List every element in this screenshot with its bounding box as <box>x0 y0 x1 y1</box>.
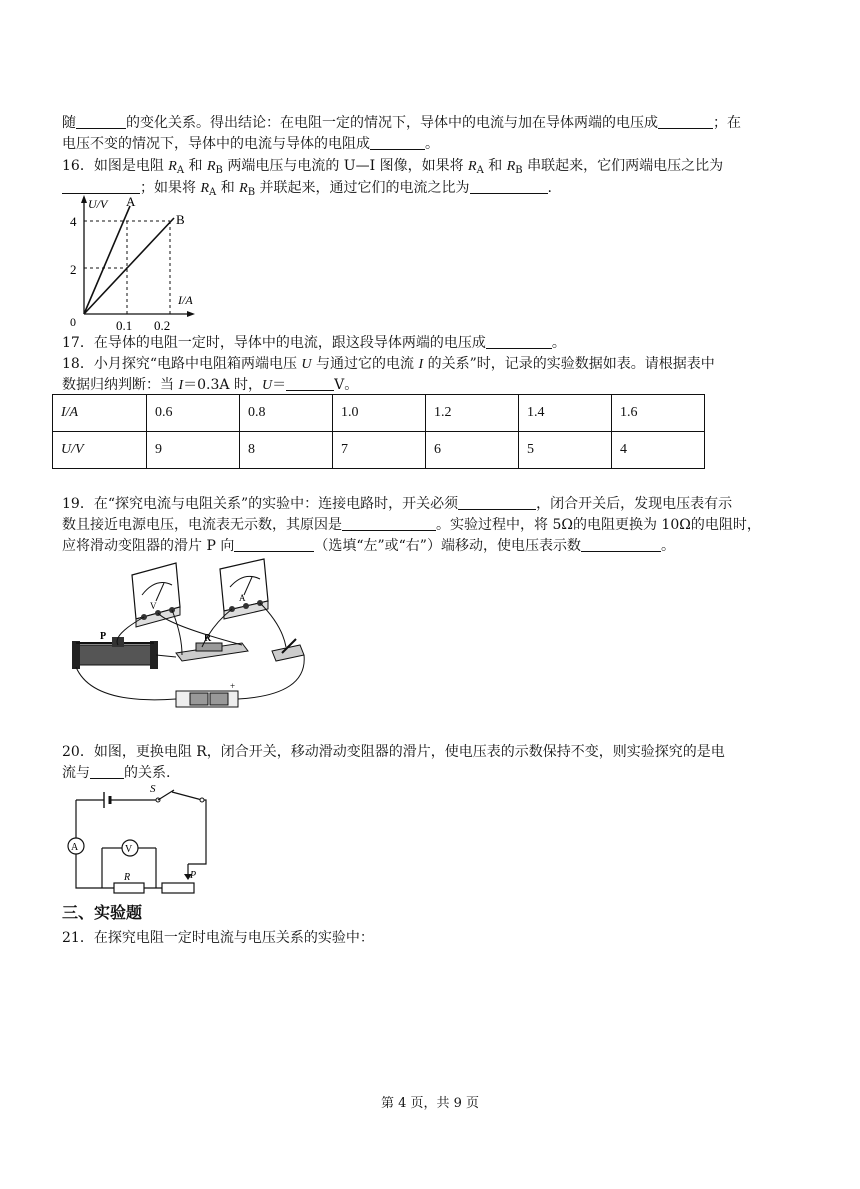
table-row <box>53 395 705 432</box>
q19-line1: 19．在“探究电流与电阻关系”的实验中：连接电路时，开关必须 ，闭合开关后，发现电压表有示 <box>62 496 733 512</box>
q20-line1: 20．如图，更换电阻 R，闭合开关，移动滑动变阻器的滑片，使电压表的示数保持不变，则实验探究的是电 <box>62 744 725 760</box>
x-tick-label: 0.2 <box>154 318 171 333</box>
line-b <box>84 218 174 314</box>
q21-line: 21．在探究电阻一定时电流与电压关系的实验中： <box>62 930 374 946</box>
table-cell: 1.4 <box>519 395 612 432</box>
svg-text:P: P <box>100 631 107 642</box>
voltmeter-icon <box>132 563 180 627</box>
table-cell: 4 <box>612 432 705 469</box>
q19-line3: 应将滑动变阻器的滑片 P 向 （选填“左”或“右”）端移动，使电压表示数 。 <box>62 538 675 554</box>
svg-text:+: + <box>230 681 236 691</box>
answer-blank[interactable] <box>234 537 314 552</box>
answer-blank[interactable] <box>658 114 713 129</box>
q18-line1: 18．小月探究“电路中电阻箱两端电压 U 与通过它的电流 I 的关系”时，记录的实验数据如表。请根据表中 <box>62 356 715 372</box>
switch-icon <box>272 639 304 661</box>
x-axis-label: I/A <box>178 293 193 307</box>
q17-line: 17．在导体的电阻一定时，导体中的电流，跟这段导体两端的电压成 。 <box>62 335 566 351</box>
svg-text:V: V <box>125 844 133 855</box>
y-tick-label: 4 <box>70 214 77 229</box>
answer-blank[interactable] <box>342 516 436 531</box>
section-heading: 三、实验题 <box>62 903 143 922</box>
svg-text:R: R <box>204 633 212 644</box>
table-cell: 9 <box>147 432 240 469</box>
rheostat-icon <box>72 631 158 669</box>
y-tick-label: 2 <box>70 262 77 277</box>
answer-blank[interactable] <box>90 764 124 779</box>
ammeter-icon <box>68 838 84 854</box>
ammeter-icon <box>220 559 268 619</box>
page-footer: 第 4 页，共 9 页 <box>380 1096 480 1111</box>
table-cell: 0.8 <box>240 395 333 432</box>
table-cell: 5 <box>519 432 612 469</box>
table-cell: 1.6 <box>612 395 705 432</box>
line-a <box>84 206 130 314</box>
table-row <box>53 432 705 469</box>
q15-line2: 电压不变的情况下，导体中的电流与导体的电阻成 。 <box>62 136 439 152</box>
row-header: U/V <box>53 432 147 469</box>
battery-icon <box>176 681 238 707</box>
answer-blank[interactable] <box>370 135 425 150</box>
circuit-diagram <box>62 784 222 896</box>
table-cell: 1.2 <box>426 395 519 432</box>
svg-text:S: S <box>150 784 156 795</box>
svg-text:R: R <box>124 872 131 883</box>
resistor-icon <box>176 633 248 661</box>
line-a-label: A <box>126 194 136 209</box>
answer-blank[interactable] <box>458 495 536 510</box>
ui-graph <box>62 192 202 334</box>
table-cell: 8 <box>240 432 333 469</box>
battery-icon <box>104 792 110 808</box>
x-tick-label: 0.1 <box>116 318 133 333</box>
svg-text:A: A <box>239 593 246 603</box>
q18-line2: 数据归纳判断：当 I＝0.3A 时，U＝ V。 <box>62 377 359 393</box>
table-cell: 0.6 <box>147 395 240 432</box>
table-cell: 6 <box>426 432 519 469</box>
resistor-icon <box>114 872 144 893</box>
q16-line2: ；如果将 $R_A$ 和 $R_B$ 并联起来，通过它们的电流之比为 . <box>62 178 552 203</box>
answer-blank[interactable] <box>286 376 334 391</box>
svg-text:V: V <box>150 601 157 611</box>
y-axis-label: U/V <box>88 197 108 211</box>
row-header: I/A <box>53 395 147 432</box>
answer-blank[interactable] <box>76 114 126 129</box>
q15-line1: 随 的变化关系。得出结论：在电阻一定的情况下，导体中的电流与加在导体两端的电压成 ；在 <box>62 115 741 131</box>
q16-line1: 16．如图是电阻 $R_A$ 和 $R_B$ 两端电压与电流的 U—I 图像，如果将 $R_A$ 和 $R_B$ 串联起来，它们两端电压之比为 <box>62 158 724 176</box>
q19-line2: 数且接近电源电压，电流表无示数，其原因是 。实验过程中，将 5Ω的电阻更换为 10Ω的电阻时， <box>62 517 761 533</box>
answer-blank[interactable] <box>470 179 548 194</box>
table-cell: 1.0 <box>333 395 426 432</box>
answer-blank[interactable] <box>486 334 552 349</box>
apparatus-diagram <box>72 555 312 715</box>
data-table <box>52 394 705 469</box>
y-axis-arrow <box>81 195 87 203</box>
rheostat-icon <box>162 870 196 893</box>
q20-line2: 流与 的关系. <box>62 765 171 781</box>
svg-text:A: A <box>71 842 79 853</box>
table-cell: 7 <box>333 432 426 469</box>
origin-label: 0 <box>70 315 76 329</box>
line-b-label: B <box>176 212 185 227</box>
voltmeter-icon <box>114 840 146 856</box>
x-axis-arrow <box>187 311 195 317</box>
answer-blank[interactable] <box>581 537 661 552</box>
svg-text:P: P <box>190 870 197 881</box>
